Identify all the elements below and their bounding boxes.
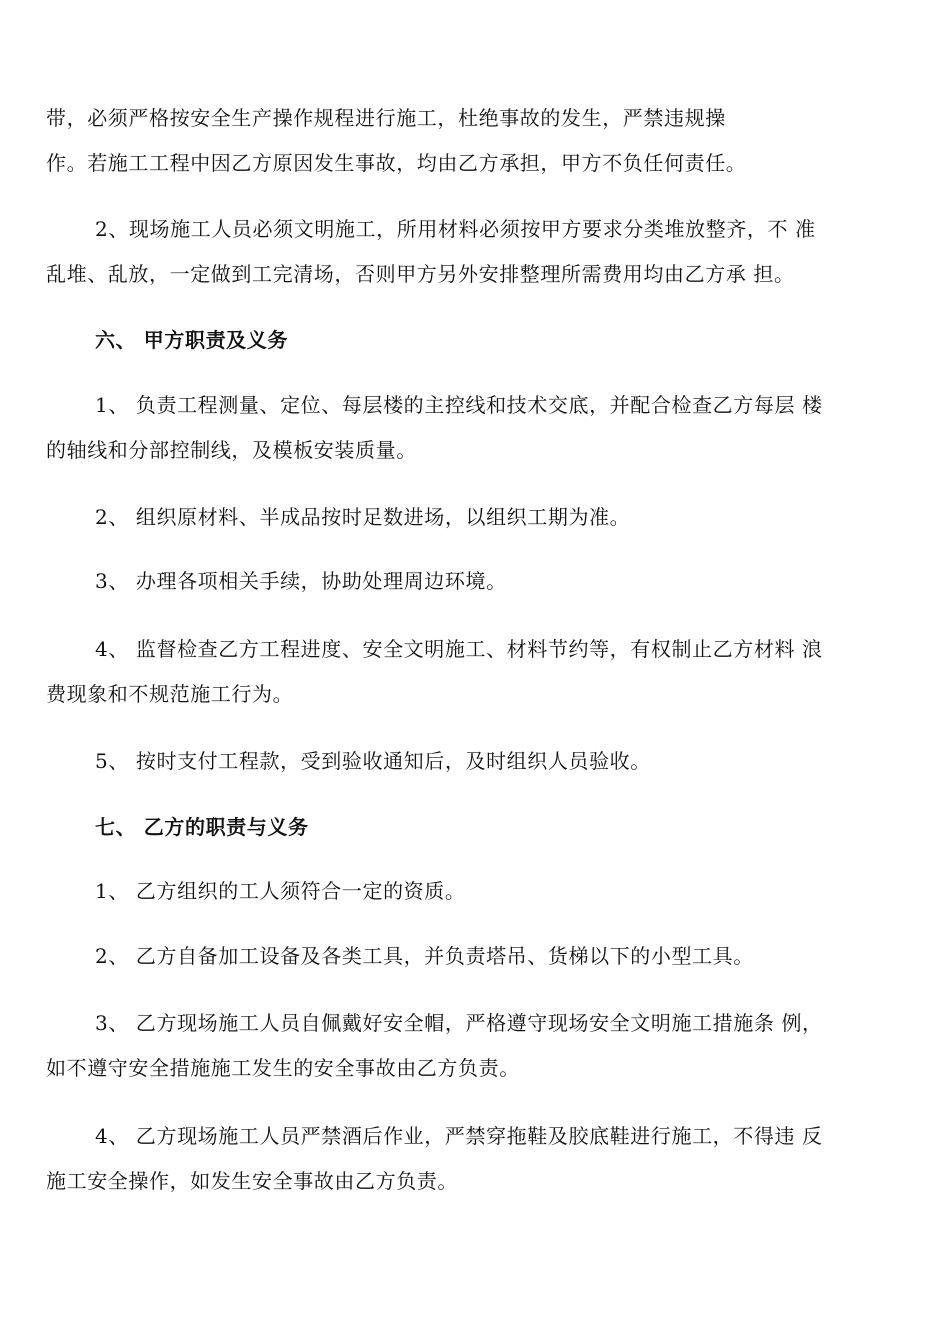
- paragraph-line: 的轴线和分部控制线，及模板安装质量。: [46, 438, 417, 462]
- section-heading: 六、 甲方职责及义务: [95, 328, 288, 352]
- paragraph-line: 作。若施工工程中因乙方原因发生事故，均由乙方承担，甲方不负任何责任。: [46, 151, 747, 175]
- section-heading: 七、 乙方的职责与义务: [95, 815, 309, 839]
- paragraph-line: 5、 按时支付工程款，受到验收通知后，及时组织人员验收。: [95, 749, 651, 773]
- paragraph-line: 1、 乙方组织的工人须符合一定的资质。: [95, 879, 466, 903]
- paragraph-line: 费现象和不规范施工行为。: [46, 682, 294, 706]
- paragraph-line: 3、 乙方现场施工人员自佩戴好安全帽，严格遵守现场安全文明施工措施条 例，: [95, 1011, 823, 1035]
- paragraph-line: 4、 乙方现场施工人员严禁酒后作业，严禁穿拖鞋及胶底鞋进行施工，不得违 反: [95, 1124, 823, 1148]
- paragraph-line: 带，必须严格按安全生产操作规程进行施工，杜绝事故的发生，严禁违规操: [46, 106, 726, 130]
- paragraph-line: 如不遵守安全措施施工发生的安全事故由乙方负责。: [46, 1056, 520, 1080]
- paragraph-line: 2、 乙方自备加工设备及各类工具，并负责塔吊、货梯以下的小型工具。: [95, 944, 754, 968]
- paragraph-line: 2、 组织原材料、半成品按时足数进场，以组织工期为准。: [95, 505, 631, 529]
- paragraph-line: 1、 负责工程测量、定位、每层楼的主控线和技术交底，并配合检查乙方每层 楼: [95, 393, 823, 417]
- paragraph-line: 施工安全操作，如发生安全事故由乙方负责。: [46, 1169, 458, 1193]
- paragraph-line: 2、现场施工人员必须文明施工，所用材料必须按甲方要求分类堆放整齐，不 准: [95, 217, 816, 241]
- paragraph-line: 3、 办理各项相关手续，协助处理周边环境。: [95, 569, 507, 593]
- paragraph-line: 乱堆、乱放，一定做到工完清场，否则甲方另外安排整理所需费用均由乙方承 担。: [46, 262, 795, 286]
- paragraph-line: 4、 监督检查乙方工程进度、安全文明施工、材料节约等，有权制止乙方材料 浪: [95, 637, 823, 661]
